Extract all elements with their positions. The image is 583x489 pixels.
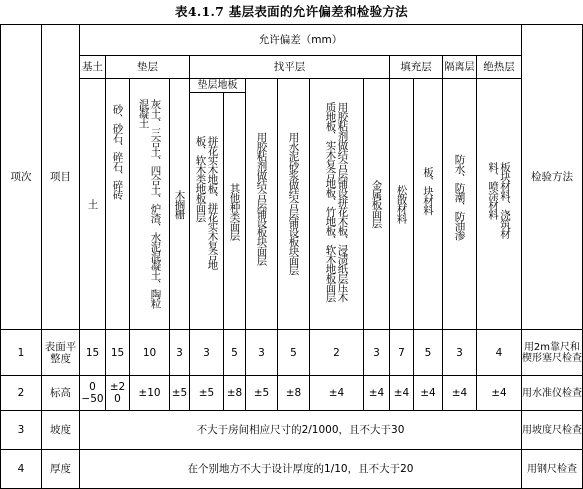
row-2-val: 0 −50 xyxy=(79,375,105,410)
group-leveling: 找平层 xyxy=(189,55,389,78)
row-4-no: 4 xyxy=(0,449,41,489)
row-1-val: 3 xyxy=(363,329,389,375)
row-2-val: ±8 xyxy=(223,375,245,410)
group-cushion: 垫层 xyxy=(105,55,189,78)
col-header-insulation: 板块材料、浇筑材料、喷涂材料 xyxy=(476,78,521,329)
col-header-other: 其他种类面层 xyxy=(223,92,245,329)
col-header-metal: 金属板面层 xyxy=(363,78,389,329)
row-2-val: ±5 xyxy=(169,375,189,410)
row-2-method: 用水准仪检查 xyxy=(521,375,583,410)
row-4-merged: 在个别地方不大于设计厚度的1/10，且不大于20 xyxy=(79,449,521,489)
row-1-no: 1 xyxy=(0,329,41,375)
row-1-val: 2 xyxy=(309,329,363,375)
col-header-adhesive-wood: 用胶粘剂做结合层铺设拼花木板、浸渍纸层压木质地板、实木复合地板、竹地板、软木地板面层 xyxy=(309,78,363,329)
row-1-method: 用2m靠尺和楔形塞尺检查 xyxy=(521,329,583,375)
row-4-method: 用钢尺检查 xyxy=(521,449,583,489)
col-header-parquet: 拼花实木地板、拼花实木复合地板、软木类地板面层 xyxy=(189,92,223,329)
row-1-val: 3 xyxy=(442,329,476,375)
row-2-val: ±2 0 xyxy=(105,375,129,410)
row-2-val: ±10 xyxy=(129,375,169,410)
row-1-val: 10 xyxy=(129,329,169,375)
row-2-val: ±4 xyxy=(309,375,363,410)
row-3-method: 用坡度尺检查 xyxy=(521,410,583,449)
group-insulation: 绝热层 xyxy=(476,55,521,78)
col-header-soil: 土 xyxy=(79,78,105,329)
col-header-loose: 松散材料 xyxy=(389,78,413,329)
row-1-val: 3 xyxy=(169,329,189,375)
row-2-item: 标高 xyxy=(41,375,79,410)
tolerance-table xyxy=(0,24,583,489)
group-isolation: 隔离层 xyxy=(442,55,476,78)
table-title: 表4.1.7 基层表面的允许偏差和检验方法 xyxy=(175,4,408,19)
row-1-val: 15 xyxy=(79,329,105,375)
row-2-val: ±4 xyxy=(476,375,521,410)
col-header-adhesive-block: 用胶粘剂做结合层铺设板块面层 xyxy=(245,78,277,329)
row-1-val: 15 xyxy=(105,329,129,375)
row-3-no: 3 xyxy=(0,410,41,449)
row-2-val: ±4 xyxy=(363,375,389,410)
row-1-val: 3 xyxy=(245,329,277,375)
row-1-val: 4 xyxy=(476,329,521,375)
row-2-val: ±4 xyxy=(442,375,476,410)
header-method: 检验方法 xyxy=(521,24,583,329)
row-1-val: 5 xyxy=(277,329,309,375)
col-header-sand: 砂、砂石、碎石、碎砖 xyxy=(105,78,129,329)
row-4-item: 厚度 xyxy=(41,449,79,489)
row-3-merged: 不大于房间相应尺寸的2/1000，且不大于30 xyxy=(79,410,521,449)
row-2-val: ±4 xyxy=(413,375,442,410)
col-header-mortar-block: 用水泥砂浆做结合层铺设板块面层 xyxy=(277,78,309,329)
row-2-no: 2 xyxy=(0,375,41,410)
header-item: 项目 xyxy=(41,24,79,329)
row-2-val: ±4 xyxy=(389,375,413,410)
col-header-joist: 木搁栅 xyxy=(169,78,189,329)
header-item-no: 项次 xyxy=(0,24,41,329)
header-allowance: 允许偏差（mm） xyxy=(79,24,521,55)
group-base-soil: 基土 xyxy=(79,55,105,78)
col-header-waterproof: 防水、防潮、防油渗 xyxy=(442,78,476,329)
col-header-lime: 灰土、三合土、四合土、炉渣、水泥混凝土、陶粒混凝土 xyxy=(129,78,169,329)
row-3-item: 坡度 xyxy=(41,410,79,449)
row-1-val: 5 xyxy=(223,329,245,375)
group-cushion-board: 垫层地板 xyxy=(189,78,245,92)
row-1-val: 5 xyxy=(413,329,442,375)
row-1-val: 3 xyxy=(189,329,223,375)
row-2-val: ±5 xyxy=(189,375,223,410)
row-2-val: ±5 xyxy=(245,375,277,410)
col-header-board: 板、块材料 xyxy=(413,78,442,329)
row-2-val: ±8 xyxy=(277,375,309,410)
row-1-val: 7 xyxy=(389,329,413,375)
group-fill: 填充层 xyxy=(389,55,442,78)
row-1-item: 表面平整度 xyxy=(41,329,79,375)
